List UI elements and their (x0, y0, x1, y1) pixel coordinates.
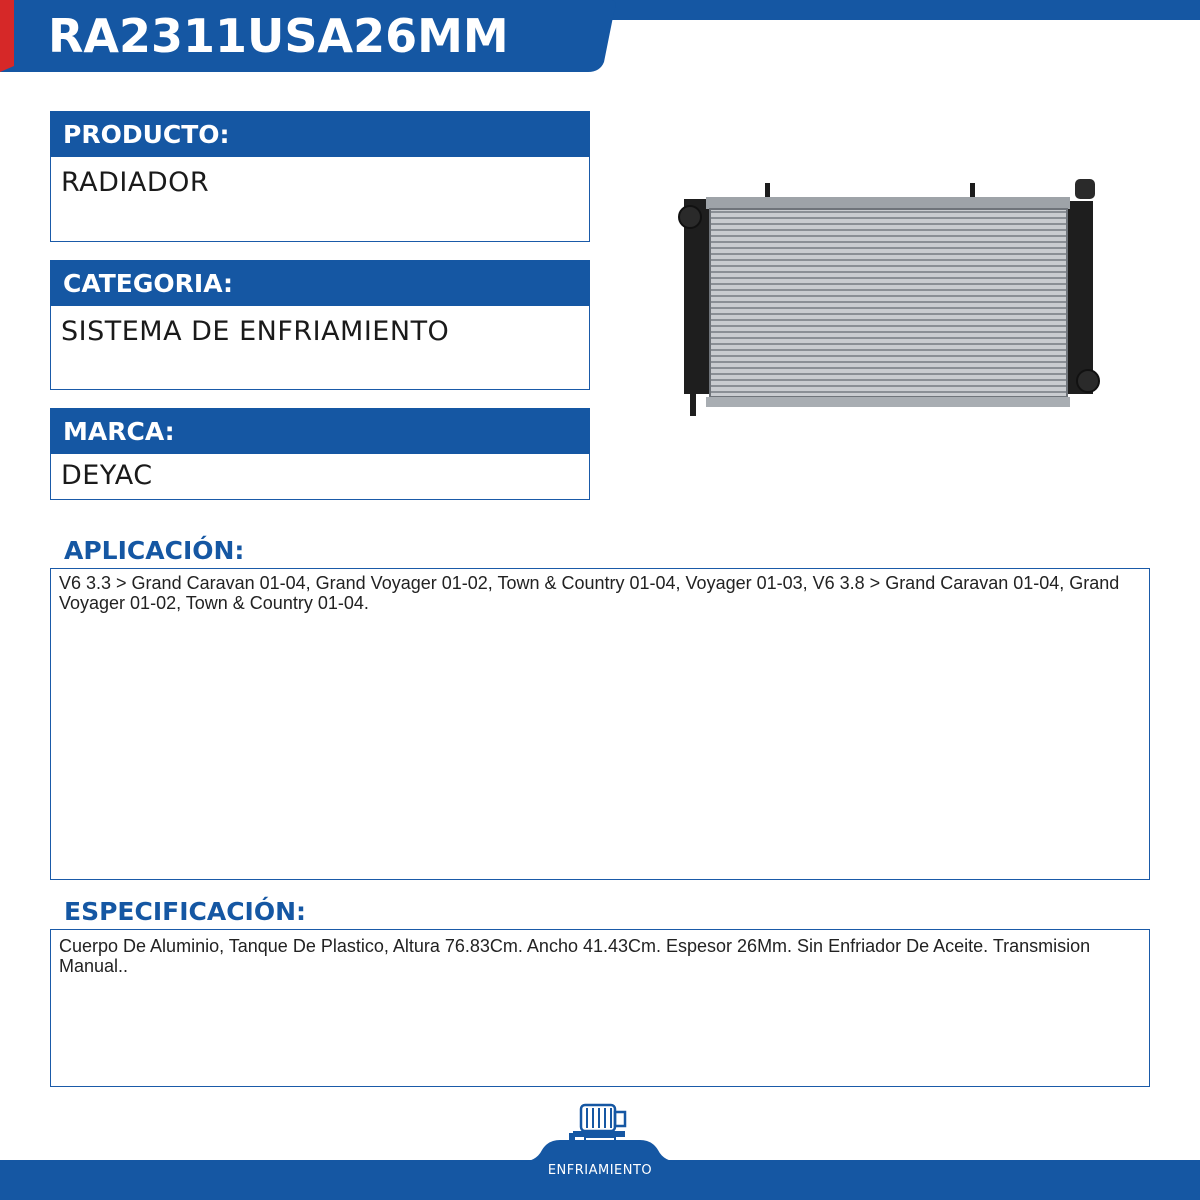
radiator-product-image (670, 175, 1110, 420)
marca-label: MARCA: (50, 408, 590, 454)
footer-category-label: ENFRIAMIENTO (547, 1163, 653, 1178)
product-code-title: RA2311USA26MM (48, 9, 509, 63)
categoria-label: CATEGORIA: (50, 260, 590, 306)
marca-value: DEYAC (50, 454, 590, 500)
producto-value: RADIADOR (50, 157, 590, 242)
especificacion-heading: ESPECIFICACIÓN: (64, 897, 307, 926)
categoria-value: SISTEMA DE ENFRIAMIENTO (50, 306, 590, 390)
producto-label: PRODUCTO: (50, 111, 590, 157)
aplicacion-text: V6 3.3 > Grand Caravan 01-04, Grand Voyager 01-02, Town & Country 01-04, Voyager 01-03, V6 3.8 > Grand Caravan 01-04, Grand Voyager 01-02, Town & Country 01-04. (50, 568, 1150, 880)
radiator-fan-icon (567, 1102, 633, 1152)
aplicacion-heading: APLICACIÓN: (64, 536, 245, 565)
especificacion-text: Cuerpo De Aluminio, Tanque De Plastico, Altura 76.83Cm. Ancho 41.43Cm. Espesor 26Mm. Sin Enfriador De Aceite. Transmision Manual.. (50, 929, 1150, 1087)
